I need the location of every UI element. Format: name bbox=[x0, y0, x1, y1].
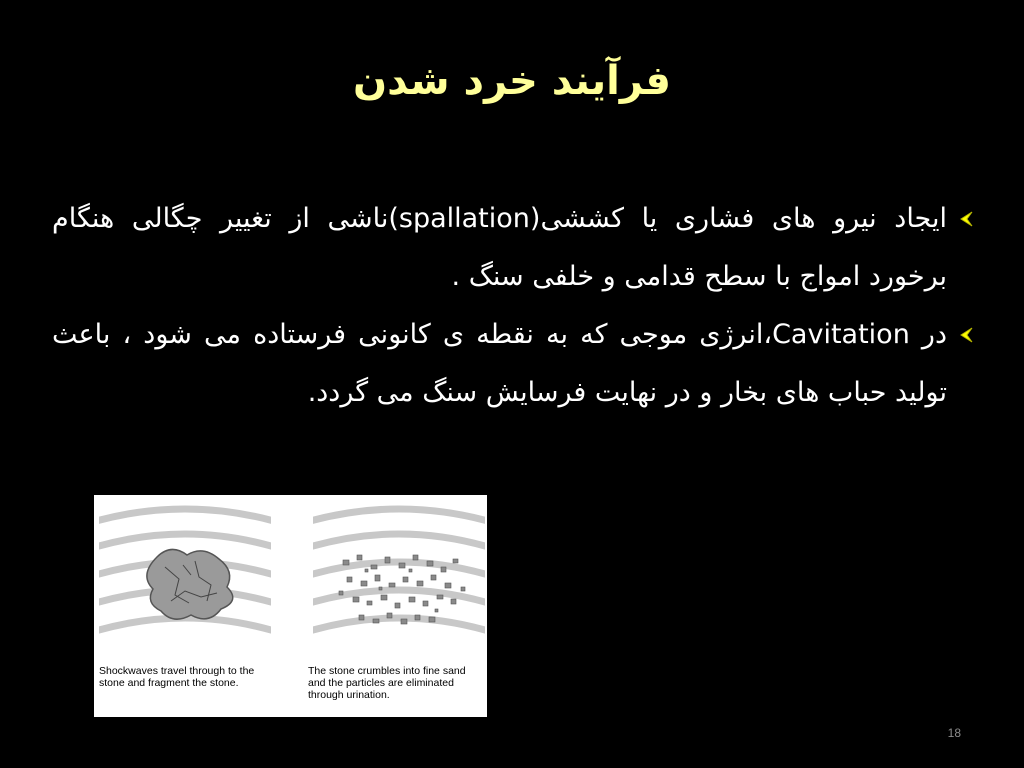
lithotripsy-illustration bbox=[94, 495, 487, 717]
stone-sand-panel bbox=[313, 505, 485, 648]
right-caption: The stone crumbles into fine sand and the particles are eliminated through urination. bbox=[308, 665, 466, 701]
bullet-item bbox=[52, 190, 977, 306]
slide-number: 18 bbox=[947, 726, 961, 740]
bullet-text: در Cavitation،انرژی موجی که به نقطه ی کانونی فرستاده می شود ، باعث تولید حباب های بخار و در نهایت فرسایش سنگ می گردد. bbox=[52, 319, 947, 408]
arrow-bullet-icon bbox=[955, 324, 977, 346]
arrow-bullet-icon bbox=[955, 208, 977, 230]
bullet-item bbox=[52, 306, 977, 422]
left-caption: Shockwaves travel through to the stone and fragment the stone. bbox=[99, 665, 255, 689]
stone-fragment-panel bbox=[99, 505, 271, 648]
slide-title: فرآیند خرد شدن bbox=[353, 58, 671, 104]
bullet-text: ایجاد نیرو های فشاری یا کششی(spallation)ناشی از تغییر چگالی هنگام برخورد امواج با سطح قدامی و خلفی سنگ . bbox=[52, 203, 947, 292]
bullet-list bbox=[52, 190, 977, 422]
